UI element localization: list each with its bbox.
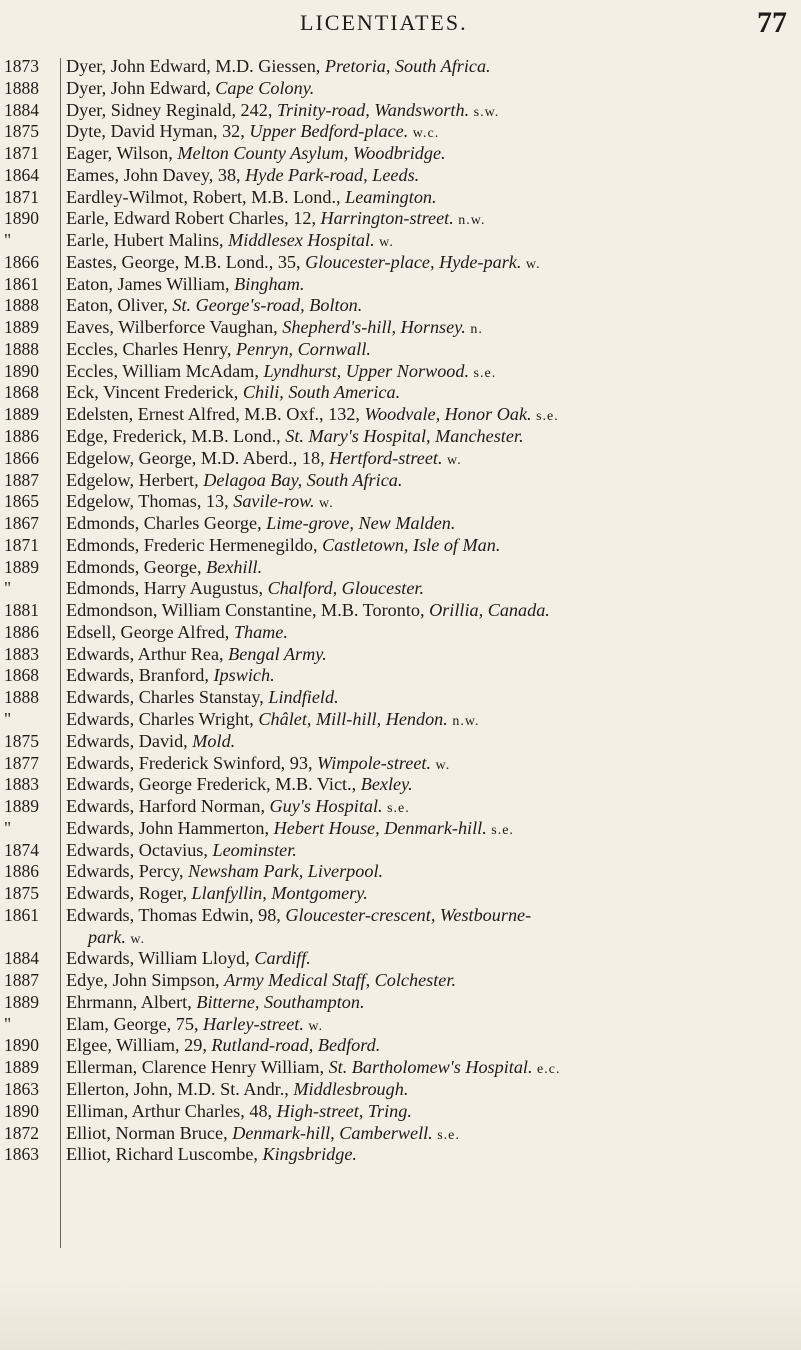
entry-district: w.	[374, 235, 394, 251]
entry-text	[66, 1035, 380, 1059]
entry-year: 1887	[4, 469, 39, 490]
entry-text	[66, 448, 462, 472]
entry-text	[66, 948, 311, 972]
list-item	[0, 1014, 801, 1036]
entry-district: s.e.	[486, 822, 514, 838]
entry-year: "	[4, 708, 12, 729]
entry-year: "	[4, 817, 12, 838]
entry-name: Dyer, John Edward,	[66, 77, 216, 98]
entry-text	[66, 557, 262, 581]
entry-year: "	[4, 1013, 12, 1034]
entry-address: Woodvale, Honor Oak.	[364, 404, 532, 425]
entry-year: 1868	[4, 382, 39, 403]
entry-address: Denmark-hill, Camberwell.	[232, 1122, 433, 1143]
entry-year: 1873	[4, 56, 39, 76]
entry-address: Trinity-road, Wandsworth.	[276, 99, 470, 120]
entry-name: Eaves, Wilberforce Vaughan,	[66, 317, 283, 338]
list-item	[0, 470, 801, 492]
entry-name: Eaton, James William,	[66, 273, 235, 294]
entry-name: Edwards, Frederick Swinford, 93,	[66, 752, 318, 773]
entry-name: Edgelow, George, M.D. Aberd., 18,	[66, 447, 330, 468]
entry-text	[66, 187, 437, 211]
entry-district: n.	[465, 322, 483, 338]
entry-name: Eccles, Charles Henry,	[66, 338, 237, 359]
entry-name: Edmonds, Frederic Hermenegildo,	[66, 534, 323, 555]
entry-district: w.	[442, 452, 462, 468]
entry-year: 1889	[4, 556, 39, 577]
entry-address: Harrington-street.	[320, 208, 454, 229]
entry-year: 1886	[4, 861, 39, 882]
entry-district: w.	[314, 496, 334, 512]
entry-text	[66, 774, 413, 798]
list-item	[0, 230, 801, 252]
entry-text	[66, 470, 402, 494]
entry-year: 1888	[4, 338, 39, 359]
entry-address: Newsham Park, Liverpool.	[188, 861, 384, 882]
entry-name: Elam, George, 75,	[66, 1013, 204, 1034]
entry-name: Edgelow, Thomas, 13,	[66, 491, 234, 512]
entry-name: Eames, John Davey, 38,	[66, 164, 246, 185]
entry-address: park.	[88, 926, 126, 947]
list-item	[0, 274, 801, 296]
entry-address: Guy's Hospital.	[269, 796, 383, 817]
list-item	[0, 927, 801, 949]
entry-text	[88, 927, 145, 951]
entry-district: w.	[431, 757, 451, 773]
entry-text	[66, 317, 483, 341]
list-item	[0, 1144, 801, 1166]
entry-address: Bexhill.	[206, 556, 263, 577]
entry-text	[66, 861, 383, 885]
entry-district: s.e.	[382, 801, 410, 817]
list-item	[0, 861, 801, 883]
entry-address: Cape Colony.	[215, 77, 315, 98]
entry-year: 1864	[4, 164, 39, 185]
entry-address: Chalford, Gloucester.	[267, 578, 425, 599]
entry-address: Lime-grove, New Malden.	[266, 513, 456, 534]
entry-year: 1866	[4, 447, 39, 468]
entry-year: 1875	[4, 121, 39, 142]
list-item	[0, 252, 801, 274]
entry-year: 1889	[4, 404, 39, 425]
entry-text	[66, 513, 455, 537]
entry-address: Middlesbrough.	[293, 1078, 409, 1099]
entry-name: Edwards, Charles Wright,	[66, 708, 259, 729]
list-item	[0, 774, 801, 796]
entry-name: Edmondson, William Constantine, M.B. Toronto,	[66, 600, 430, 621]
entry-text	[66, 295, 362, 319]
entry-text	[66, 1057, 560, 1081]
list-item	[0, 448, 801, 470]
entry-name: Edgelow, Herbert,	[66, 469, 204, 490]
entry-name: Eaton, Oliver,	[66, 295, 173, 316]
list-item	[0, 382, 801, 404]
entry-address: Army Medical Staff, Colchester.	[224, 970, 456, 991]
page-number: 77	[757, 6, 787, 39]
entry-name: Edelsten, Ernest Alfred, M.B. Oxf., 132,	[66, 404, 365, 425]
entry-name: Elliot, Richard Luscombe,	[66, 1144, 263, 1165]
list-item	[0, 187, 801, 209]
entry-name: Edmonds, George,	[66, 556, 207, 577]
list-item	[0, 970, 801, 992]
list-item	[0, 709, 801, 731]
entry-district: s.w.	[469, 104, 500, 120]
entry-year: 1877	[4, 752, 39, 773]
list-item	[0, 948, 801, 970]
entry-year: 1884	[4, 99, 39, 120]
entry-address: Lindfield.	[268, 687, 339, 708]
entry-address: Gloucester-place, Hyde-park.	[305, 251, 522, 272]
entry-year: "	[4, 578, 12, 599]
list-item	[0, 731, 801, 753]
entry-name: Edwards, David,	[66, 730, 193, 751]
entry-list	[0, 56, 801, 1166]
list-item	[0, 578, 801, 600]
entry-text	[66, 1144, 357, 1168]
list-item	[0, 883, 801, 905]
entry-name: Edsell, George Alfred,	[66, 621, 234, 642]
entry-address: Shepherd's-hill, Hornsey.	[282, 317, 466, 338]
entry-address: Leominster.	[212, 839, 297, 860]
entry-address: Gloucester-crescent, Westbourne-	[285, 904, 532, 925]
entry-year: 1888	[4, 687, 39, 708]
entry-year: 1875	[4, 883, 39, 904]
entry-address: Mold.	[192, 730, 236, 751]
entry-name: Edmonds, Harry Augustus,	[66, 578, 268, 599]
entry-text	[66, 970, 456, 994]
entry-address: Chili, South America.	[242, 382, 401, 403]
entry-year: 1881	[4, 600, 39, 621]
entry-year: 1866	[4, 251, 39, 272]
entry-address: Bexley.	[360, 774, 413, 795]
page-bottom-shade	[0, 1280, 801, 1350]
entry-district: n.w.	[447, 713, 480, 729]
list-item	[0, 1101, 801, 1123]
entry-year: 1889	[4, 796, 39, 817]
list-item	[0, 818, 801, 840]
entry-year: 1863	[4, 1144, 39, 1165]
entry-district: s.e.	[531, 409, 559, 425]
entry-year: 1890	[4, 1035, 39, 1056]
entry-address: Wimpole-street.	[317, 752, 432, 773]
entry-text	[66, 100, 499, 124]
entry-address: Upper Bedford-place.	[249, 121, 409, 142]
list-item	[0, 840, 801, 862]
entry-year: 1872	[4, 1122, 39, 1143]
list-item	[0, 557, 801, 579]
entry-address: Hyde Park-road, Leeds.	[245, 164, 420, 185]
entry-address: Cardiff.	[254, 948, 311, 969]
entry-year: 1863	[4, 1078, 39, 1099]
entry-text	[66, 731, 235, 755]
entry-year: 1890	[4, 1100, 39, 1121]
entry-name: Earle, Hubert Malins,	[66, 230, 229, 251]
entry-year: 1874	[4, 839, 39, 860]
entry-text	[66, 818, 514, 842]
entry-year: 1883	[4, 774, 39, 795]
entry-text	[66, 883, 368, 907]
running-head	[0, 8, 801, 44]
entry-year: 1861	[4, 273, 39, 294]
entry-name: Eager, Wilson,	[66, 143, 178, 164]
list-item	[0, 992, 801, 1014]
entry-text	[66, 230, 394, 254]
entry-address: Rutland-road, Bedford.	[211, 1035, 381, 1056]
entry-year: 1861	[4, 904, 39, 925]
list-item	[0, 121, 801, 143]
entry-text	[66, 709, 480, 733]
entry-text	[66, 339, 371, 363]
entry-year: 1871	[4, 186, 39, 207]
list-item	[0, 687, 801, 709]
entry-text	[66, 1014, 323, 1038]
entry-address: Kingsbridge.	[262, 1144, 357, 1165]
list-item	[0, 1079, 801, 1101]
entry-name: Edwards, George Frederick, M.B. Vict.,	[66, 774, 361, 795]
entry-text	[66, 644, 327, 668]
list-item	[0, 339, 801, 361]
entry-address: Harley-street.	[203, 1013, 304, 1034]
list-item	[0, 622, 801, 644]
entry-name: Eastes, George, M.B. Lond., 35,	[66, 251, 306, 272]
entry-name: Edmonds, Charles George,	[66, 513, 267, 534]
entry-name: Edwards, Charles Stanstay,	[66, 687, 269, 708]
entry-district: w.	[521, 256, 541, 272]
list-item	[0, 165, 801, 187]
list-item	[0, 491, 801, 513]
entry-year: "	[4, 230, 12, 251]
list-item	[0, 404, 801, 426]
entry-year: 1888	[4, 77, 39, 98]
entry-name: Dyer, John Edward, M.D. Giessen,	[66, 56, 325, 76]
entry-name: Elliot, Norman Bruce,	[66, 1122, 233, 1143]
entry-year: 1888	[4, 295, 39, 316]
entry-address: St. Bartholomew's Hospital.	[328, 1057, 533, 1078]
entry-name: Dyer, Sidney Reginald, 242,	[66, 99, 277, 120]
entry-year: 1867	[4, 513, 39, 534]
list-item	[0, 143, 801, 165]
entry-year: 1883	[4, 643, 39, 664]
list-item	[0, 905, 801, 927]
entry-text	[66, 992, 365, 1016]
entry-text	[66, 361, 496, 385]
entry-name: Edwards, Thomas Edwin, 98,	[66, 904, 286, 925]
entry-text	[66, 622, 288, 646]
entry-year: 1871	[4, 534, 39, 555]
entry-text	[66, 274, 304, 298]
list-item	[0, 426, 801, 448]
entry-address: Orillia, Canada.	[429, 600, 550, 621]
entry-name: Earle, Edward Robert Charles, 12,	[66, 208, 321, 229]
list-item	[0, 1123, 801, 1145]
entry-name: Elgee, William, 29,	[66, 1035, 212, 1056]
entry-name: Edwards, William Lloyd,	[66, 948, 255, 969]
entry-year: 1889	[4, 1057, 39, 1078]
entry-year: 1889	[4, 317, 39, 338]
entry-text	[66, 600, 550, 624]
list-item	[0, 361, 801, 383]
entry-address: Bingham.	[234, 273, 305, 294]
entry-text	[66, 840, 297, 864]
list-item	[0, 644, 801, 666]
entry-address: St. Mary's Hospital, Manchester.	[285, 426, 524, 447]
entry-text	[66, 252, 541, 276]
entry-text	[66, 143, 446, 167]
entry-district: w.	[125, 931, 146, 947]
entry-district: w.	[303, 1018, 324, 1034]
entry-address: Delagoa Bay, South Africa.	[203, 469, 403, 490]
entry-address: Ipswich.	[213, 665, 275, 686]
entry-year: 1886	[4, 621, 39, 642]
entry-year: 1868	[4, 665, 39, 686]
entry-name: Ellerman, Clarence Henry William,	[66, 1057, 329, 1078]
entry-text	[66, 905, 531, 929]
entry-text	[66, 796, 410, 820]
list-item	[0, 665, 801, 687]
entry-text	[66, 753, 450, 777]
entry-text	[66, 1123, 460, 1147]
entry-name: Ehrmann, Albert,	[66, 991, 197, 1012]
list-item	[0, 295, 801, 317]
entry-year: 1890	[4, 360, 39, 381]
entry-district: e.c.	[532, 1062, 561, 1078]
entry-text	[66, 404, 559, 428]
entry-year: 1889	[4, 991, 39, 1012]
entry-name: Edwards, Branford,	[66, 665, 214, 686]
entry-address: Middlesex Hospital.	[228, 230, 375, 251]
entry-text	[66, 665, 275, 689]
entry-name: Edge, Frederick, M.B. Lond.,	[66, 426, 286, 447]
entry-name: Edwards, Octavius,	[66, 839, 213, 860]
entry-text	[66, 687, 339, 711]
entry-year: 1887	[4, 970, 39, 991]
entry-district: s.e.	[469, 365, 497, 381]
entry-name: Ellerton, John, M.D. St. Andr.,	[66, 1078, 294, 1099]
entry-text	[66, 208, 485, 232]
entry-address: Châlet, Mill-hill, Hendon.	[258, 708, 448, 729]
entry-name: Elliman, Arthur Charles, 48,	[66, 1100, 277, 1121]
entry-address: Thame.	[233, 621, 288, 642]
list-item	[0, 600, 801, 622]
entry-name: Eardley-Wilmot, Robert, M.B. Lond.,	[66, 186, 346, 207]
entry-district: n.w.	[453, 213, 486, 229]
entry-address: Lyndhurst, Upper Norwood.	[263, 360, 470, 381]
entry-year: 1890	[4, 208, 39, 229]
entry-text	[66, 578, 424, 602]
entry-text	[66, 491, 334, 515]
entry-text	[66, 121, 439, 145]
entry-year: 1865	[4, 491, 39, 512]
entry-address: Savile-row.	[233, 491, 315, 512]
entry-year: 1884	[4, 948, 39, 969]
entry-address: Bitterne, Southampton.	[196, 991, 365, 1012]
entry-name: Edwards, Percy,	[66, 861, 189, 882]
list-item	[0, 317, 801, 339]
entry-text	[66, 78, 314, 102]
list-item	[0, 1035, 801, 1057]
list-item	[0, 1057, 801, 1079]
entry-text	[66, 56, 491, 80]
entry-name: Edwards, Harford Norman,	[66, 796, 270, 817]
list-item	[0, 796, 801, 818]
list-item	[0, 56, 801, 78]
entry-name: Edwards, Roger,	[66, 883, 192, 904]
entry-address: St. George's-road, Bolton.	[172, 295, 363, 316]
list-item	[0, 513, 801, 535]
entry-address: Hertford-street.	[329, 447, 443, 468]
entry-address: Pretoria, South Africa.	[324, 56, 491, 76]
entry-text	[66, 1079, 408, 1103]
entry-text	[66, 382, 400, 406]
entry-address: Leamington.	[345, 186, 437, 207]
entry-name: Eccles, William McAdam,	[66, 360, 264, 381]
entry-district: w.c.	[408, 126, 440, 142]
list-item	[0, 208, 801, 230]
entry-address: Penryn, Cornwall.	[236, 338, 371, 359]
list-item	[0, 100, 801, 122]
entry-address: Llanfyllin, Montgomery.	[191, 883, 368, 904]
entry-address: Castletown, Isle of Man.	[322, 534, 501, 555]
list-item	[0, 78, 801, 100]
entry-name: Eck, Vincent Frederick,	[66, 382, 243, 403]
entry-address: Melton County Asylum, Woodbridge.	[177, 143, 446, 164]
list-item	[0, 753, 801, 775]
entry-district: s.e.	[432, 1127, 460, 1143]
entry-year: 1871	[4, 143, 39, 164]
entry-name: Dyte, David Hyman, 32,	[66, 121, 250, 142]
list-item	[0, 535, 801, 557]
entry-year: 1875	[4, 730, 39, 751]
entry-name: Edwards, Arthur Rea,	[66, 643, 229, 664]
page-title: LICENTIATES.	[300, 10, 468, 35]
entry-address: Hebert House, Denmark-hill.	[273, 817, 487, 838]
entry-address: High-street, Tring.	[276, 1100, 412, 1121]
entry-address: Bengal Army.	[228, 643, 327, 664]
entry-text	[66, 535, 500, 559]
entry-text	[66, 426, 524, 450]
entry-name: Edye, John Simpson,	[66, 970, 225, 991]
entry-name: Edwards, John Hammerton,	[66, 817, 274, 838]
entry-text	[66, 1101, 412, 1125]
entry-text	[66, 165, 419, 189]
entry-year: 1886	[4, 426, 39, 447]
